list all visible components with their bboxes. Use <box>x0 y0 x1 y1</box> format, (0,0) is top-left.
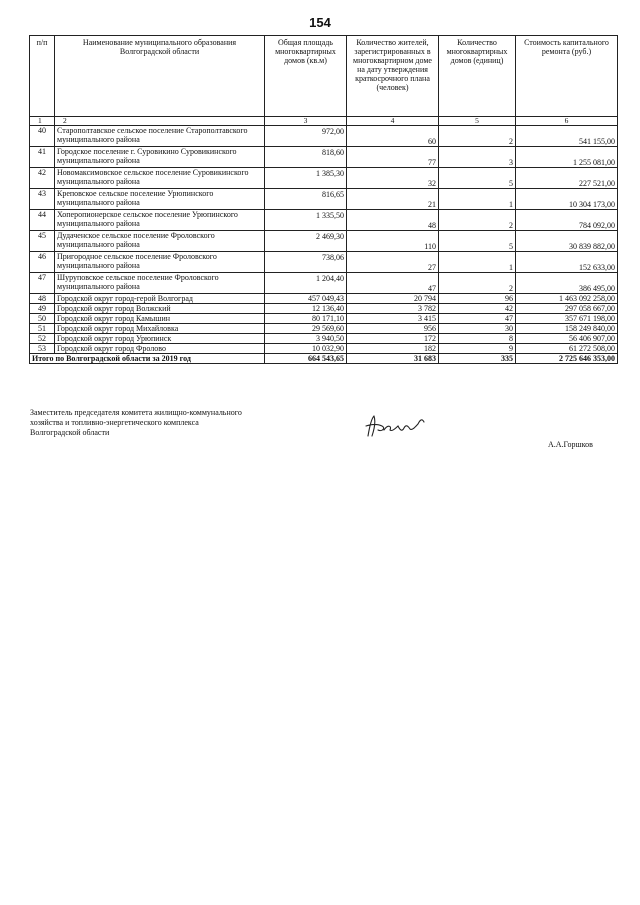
table-row <box>30 189 618 210</box>
row-cost: 1 463 092 258,00 <box>516 294 618 304</box>
table-row <box>30 334 618 344</box>
row-name: Дудаченское сельское поселение Фроловского муниципального района <box>55 231 265 252</box>
row-area: 738,06 <box>265 252 347 273</box>
row-houses: 1 <box>439 252 516 273</box>
row-name: Шуруповское сельское поселение Фроловского муниципального района <box>55 273 265 294</box>
row-houses: 5 <box>439 231 516 252</box>
row-num: 40 <box>30 126 55 147</box>
table-row <box>30 344 618 354</box>
row-name: Старополтавское сельское поселение Старополтавского муниципального района <box>55 126 265 147</box>
column-number: 3 <box>265 117 347 126</box>
signer-name: А.А.Горшков <box>548 440 593 449</box>
column-number-row <box>30 117 618 126</box>
row-houses: 96 <box>439 294 516 304</box>
row-cost: 541 155,00 <box>516 126 618 147</box>
row-area: 1 335,50 <box>265 210 347 231</box>
table-row <box>30 252 618 273</box>
column-number: 2 <box>55 117 265 126</box>
row-residents: 182 <box>347 344 439 354</box>
row-name: Городской округ город Камышин <box>55 314 265 324</box>
row-houses: 2 <box>439 273 516 294</box>
page-number: 154 <box>309 15 331 30</box>
row-num: 46 <box>30 252 55 273</box>
table-row <box>30 210 618 231</box>
row-residents: 3 782 <box>347 304 439 314</box>
row-num: 48 <box>30 294 55 304</box>
row-residents: 956 <box>347 324 439 334</box>
row-num: 52 <box>30 334 55 344</box>
row-area: 3 940,50 <box>265 334 347 344</box>
column-number: 5 <box>439 117 516 126</box>
row-num: 44 <box>30 210 55 231</box>
row-area: 1 204,40 <box>265 273 347 294</box>
table-row <box>30 168 618 189</box>
row-name: Новомаксимовское сельское поселение Суровикинского муниципального района <box>55 168 265 189</box>
row-area: 816,65 <box>265 189 347 210</box>
header-row <box>30 36 618 117</box>
table-row <box>30 231 618 252</box>
row-name: Городской округ город Михайловка <box>55 324 265 334</box>
row-houses: 1 <box>439 189 516 210</box>
row-name: Хоперопионерское сельское поселение Урюпинского муниципального района <box>55 210 265 231</box>
row-num: 47 <box>30 273 55 294</box>
row-residents: 60 <box>347 126 439 147</box>
row-area: 12 136,40 <box>265 304 347 314</box>
row-cost: 30 839 882,00 <box>516 231 618 252</box>
table-row <box>30 304 618 314</box>
row-residents: 20 794 <box>347 294 439 304</box>
row-residents: 172 <box>347 334 439 344</box>
row-num: 45 <box>30 231 55 252</box>
row-cost: 1 255 081,00 <box>516 147 618 168</box>
table-row <box>30 126 618 147</box>
row-houses: 2 <box>439 210 516 231</box>
total-cost: 2 725 646 353,00 <box>516 354 618 364</box>
handwritten-signature <box>362 412 432 442</box>
signer-position: Заместитель председателя комитета жилищно-коммунального хозяйства и топливно-энергетического комплекса Волгоградской области <box>30 408 242 437</box>
row-name: Пригородное сельское поселение Фроловского муниципального района <box>55 252 265 273</box>
row-residents: 77 <box>347 147 439 168</box>
row-residents: 32 <box>347 168 439 189</box>
row-cost: 10 304 173,00 <box>516 189 618 210</box>
column-number: 1 <box>30 117 55 126</box>
header-cost: Стоимость капитального ремонта (руб.) <box>516 36 618 117</box>
row-residents: 3 415 <box>347 314 439 324</box>
row-num: 53 <box>30 344 55 354</box>
row-name: Городской округ город Урюпинск <box>55 334 265 344</box>
row-num: 41 <box>30 147 55 168</box>
row-area: 457 049,43 <box>265 294 347 304</box>
header-area: Общая площадь многоквартирных домов (кв.м) <box>265 36 347 117</box>
row-houses: 9 <box>439 344 516 354</box>
row-cost: 784 092,00 <box>516 210 618 231</box>
column-number: 6 <box>516 117 618 126</box>
row-num: 43 <box>30 189 55 210</box>
row-houses: 5 <box>439 168 516 189</box>
row-cost: 297 058 667,00 <box>516 304 618 314</box>
row-name: Городской округ город Волжский <box>55 304 265 314</box>
table-row <box>30 273 618 294</box>
row-residents: 27 <box>347 252 439 273</box>
total-row <box>30 354 618 364</box>
row-num: 50 <box>30 314 55 324</box>
row-area: 972,00 <box>265 126 347 147</box>
header-houses: Количество многоквартирных домов (единиц) <box>439 36 516 117</box>
row-area: 2 469,30 <box>265 231 347 252</box>
row-houses: 3 <box>439 147 516 168</box>
table-row <box>30 294 618 304</box>
row-area: 10 032,90 <box>265 344 347 354</box>
row-houses: 8 <box>439 334 516 344</box>
row-houses: 2 <box>439 126 516 147</box>
row-cost: 357 671 198,00 <box>516 314 618 324</box>
table-row <box>30 324 618 334</box>
capital-repair-table <box>29 35 618 364</box>
row-houses: 30 <box>439 324 516 334</box>
row-num: 42 <box>30 168 55 189</box>
row-name: Городское поселение г. Суровикино Суровикинского муниципального района <box>55 147 265 168</box>
header-residents: Количество жителей, зарегистрированных в многоквартирном доме на дату утверждения краткосрочного плана (человек) <box>347 36 439 117</box>
header-name: Наименование муниципального образования Волгоградской области <box>55 36 265 117</box>
total-residents: 31 683 <box>347 354 439 364</box>
table-row <box>30 314 618 324</box>
total-label: Итого по Волгоградской области за 2019 год <box>30 354 265 364</box>
row-cost: 386 495,00 <box>516 273 618 294</box>
row-residents: 48 <box>347 210 439 231</box>
row-area: 1 385,30 <box>265 168 347 189</box>
row-area: 80 171,10 <box>265 314 347 324</box>
total-houses: 335 <box>439 354 516 364</box>
row-residents: 47 <box>347 273 439 294</box>
row-residents: 110 <box>347 231 439 252</box>
row-num: 49 <box>30 304 55 314</box>
row-name: Городской округ город-герой Волгоград <box>55 294 265 304</box>
row-num: 51 <box>30 324 55 334</box>
column-number: 4 <box>347 117 439 126</box>
row-cost: 158 249 840,00 <box>516 324 618 334</box>
row-residents: 21 <box>347 189 439 210</box>
row-cost: 227 521,00 <box>516 168 618 189</box>
row-cost: 61 272 508,00 <box>516 344 618 354</box>
row-houses: 47 <box>439 314 516 324</box>
table-row <box>30 147 618 168</box>
row-name: Креповское сельское поселение Урюпинского муниципального района <box>55 189 265 210</box>
row-area: 818,60 <box>265 147 347 168</box>
row-area: 29 569,60 <box>265 324 347 334</box>
row-cost: 152 633,00 <box>516 252 618 273</box>
row-houses: 42 <box>439 304 516 314</box>
header-num: п/п <box>30 36 55 117</box>
total-area: 664 543,65 <box>265 354 347 364</box>
row-cost: 56 406 907,00 <box>516 334 618 344</box>
row-name: Городской округ город Фролово <box>55 344 265 354</box>
